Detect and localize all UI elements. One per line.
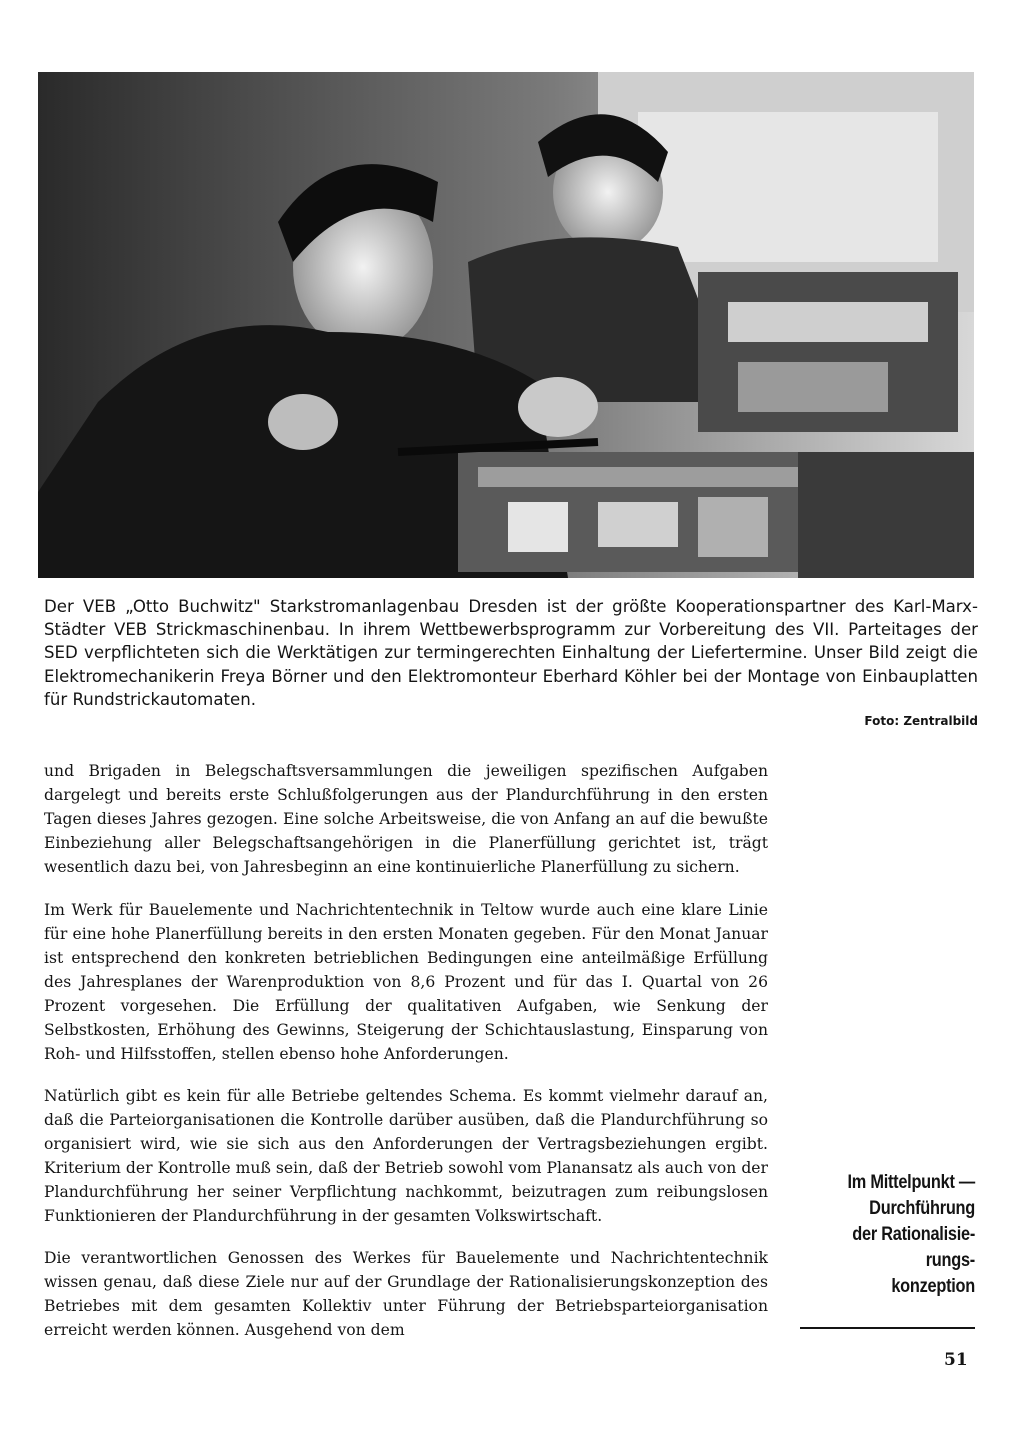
margin-heading-line: konzeption bbox=[891, 1276, 975, 1297]
photo-caption bbox=[44, 595, 978, 728]
caption-text: Der VEB „Otto Buchwitz" Starkstromanlagenbau Dresden ist der größte Kooperationspartner des Karl-Marx-Städter VEB Strickmaschinenbau. In ihrem Wettbewerbsprogramm zur Vorbereitung des VII. Parteitages der SED verpflichteten sich die Werktätigen zur termingerechten Einhaltung der Liefertermine. Unser Bild zeigt die Elektromechanikerin Freya Börner und den Elektromonteur Eberhard Köhler bei der Montage von Einbauplatten für Rundstrickautomaten. bbox=[44, 597, 978, 709]
paragraph: und Brigaden in Belegschaftsversammlungen die jeweiligen spezifischen Aufgaben dargelegt und bereits erste Schlußfolgerungen aus der Plandurchführung in den ersten Tagen dieses Jahres gezogen. Eine solche Arbeitsweise, die von Anfang an auf die bewußte Einbeziehung aller Belegschaftsangehörigen in die Planerfüllung gerichtet ist, trägt wesentlich dazu bei, von Jahresbeginn an eine kontinuierliche Planerfüllung zu sichern. bbox=[44, 762, 768, 876]
divider bbox=[800, 1327, 975, 1329]
margin-heading-line: Im Mittelpunkt — bbox=[847, 1172, 975, 1193]
paragraph: Die verantwortlichen Genossen des Werkes für Bauelemente und Nachrichtentechnik wissen genau, daß diese Ziele nur auf der Grundlage der Rationalisierungskonzeption des Betriebes mit dem gesamten Kollektiv unter Führung der Betriebsparteiorganisation erreicht werden können. Ausgehend von dem bbox=[44, 1249, 768, 1339]
margin-heading-line: rungs- bbox=[925, 1250, 975, 1271]
photo-icon bbox=[38, 72, 974, 578]
margin-heading-line: Durchführung bbox=[869, 1198, 975, 1219]
margin-heading-line: der Rationalisie- bbox=[852, 1224, 975, 1245]
margin-heading bbox=[820, 1170, 975, 1300]
photo bbox=[38, 72, 974, 578]
page-number: 51 bbox=[944, 1350, 968, 1370]
paragraph: Natürlich gibt es kein für alle Betriebe geltendes Schema. Es kommt vielmehr darauf an, daß die Parteiorganisationen die Kontrolle darüber ausüben, daß die Plandurchführung so organisiert wird, wie sie sich aus den Anforderungen der Vertragsbeziehungen ergibt. Kriterium der Kontrolle muß sein, daß der Betrieb sowohl vom Planansatz als auch von der Plandurchführung her seiner Verpflichtung nachkommt, beizutragen zum reibungslosen Funktionieren der Plandurchführung in der gesamten Volkswirtschaft. bbox=[44, 1087, 768, 1225]
photo-credit: Foto: Zentralbild bbox=[864, 714, 978, 728]
paragraph: Im Werk für Bauelemente und Nachrichtentechnik in Teltow wurde auch eine klare Linie für eine hohe Planerfüllung bereits in den ersten Monaten gegeben. Für den Monat Januar ist entsprechend den konkreten betrieblichen Bedingungen eine anteilmäßige Erfüllung des Jahresplanes der Warenproduktion von 8,6 Prozent und für das I. Quartal von 26 Prozent vorgesehen. Die Erfüllung der qualitativen Aufgaben, wie Senkung der Selbstkosten, Erhöhung des Gewinns, Steigerung der Schichtauslastung, Einsparung von Roh- und Hilfsstoffen, stellen ebenso hohe Anforderungen. bbox=[44, 901, 768, 1063]
